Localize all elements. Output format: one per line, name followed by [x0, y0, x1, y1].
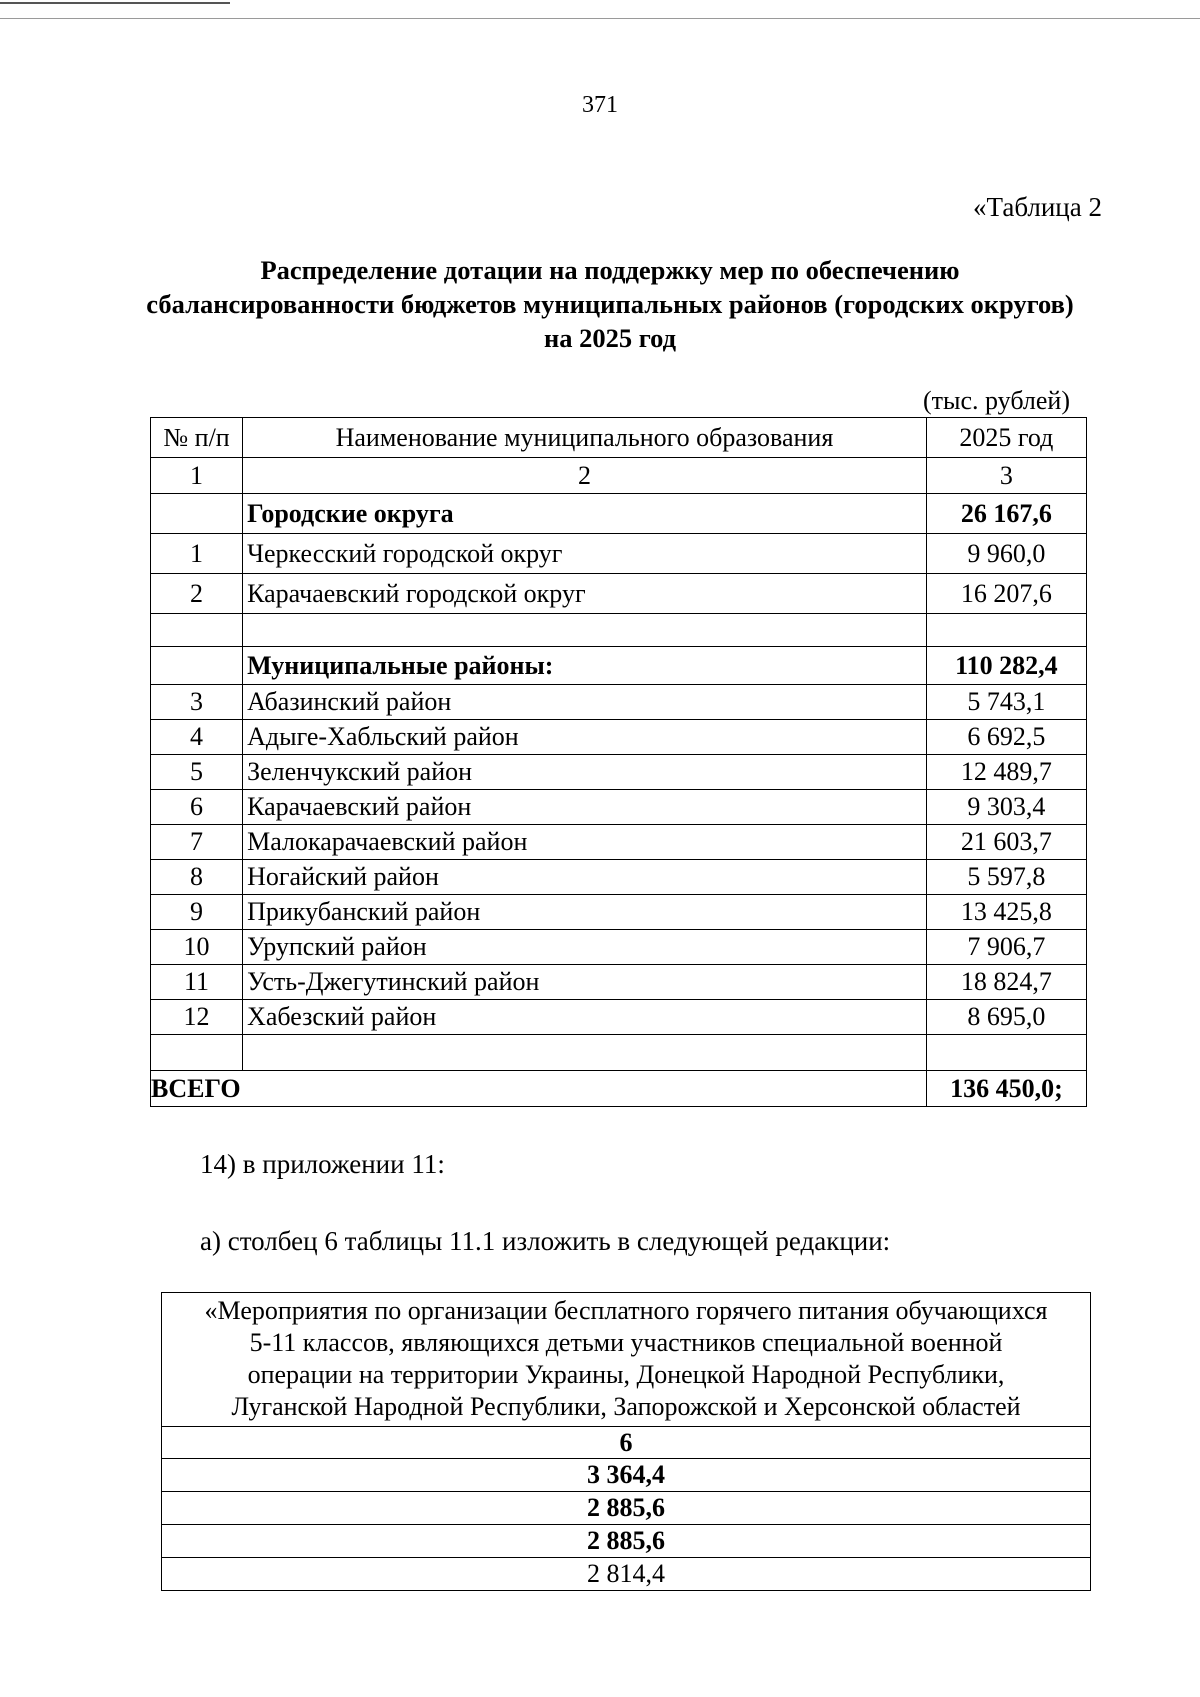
- column-numbers-row: [151, 458, 1087, 494]
- row-number: 6: [151, 790, 243, 825]
- column-number-row: [162, 1427, 1091, 1459]
- table-row: [151, 790, 1087, 825]
- group-value: 26 167,6: [926, 494, 1086, 534]
- row-value: 5 597,8: [926, 860, 1086, 895]
- column-number-cell: 3: [926, 458, 1086, 494]
- row-name: Карачаевский городской округ: [243, 574, 927, 614]
- group-name: Городские округа: [243, 494, 927, 534]
- header-cell-number: № п/п: [151, 418, 243, 458]
- header-cell-name: Наименование муниципального образования: [243, 418, 927, 458]
- row-number: 10: [151, 930, 243, 965]
- empty-cell: [926, 614, 1086, 647]
- row-name: Хабезский район: [243, 1000, 927, 1035]
- empty-cell: [926, 1035, 1086, 1071]
- header-row: [151, 418, 1087, 458]
- total-row: [151, 1071, 1087, 1107]
- page-number: 371: [582, 92, 618, 118]
- row-number: 12: [151, 1000, 243, 1035]
- measure-header-cell: [162, 1293, 1091, 1427]
- row-value: 6 692,5: [926, 720, 1086, 755]
- row-number: 3: [151, 685, 243, 720]
- row-name: Ногайский район: [243, 860, 927, 895]
- row-name: Прикубанский район: [243, 895, 927, 930]
- table-row: [151, 895, 1087, 930]
- group-value: 110 282,4: [926, 647, 1086, 685]
- row-name: Черкесский городской округ: [243, 534, 927, 574]
- table-row: [151, 755, 1087, 790]
- total-label: ВСЕГО: [151, 1071, 927, 1107]
- row-value: 12 489,7: [926, 755, 1086, 790]
- row-number: 11: [151, 965, 243, 1000]
- row-value: 16 207,6: [926, 574, 1086, 614]
- table-row: [151, 574, 1087, 614]
- value-cell: 3 364,4: [162, 1459, 1091, 1492]
- row-name: Абазинский район: [243, 685, 927, 720]
- scan-edge-mark: [0, 2, 230, 4]
- group-name: Муниципальные районы:: [243, 647, 927, 685]
- row-value: 21 603,7: [926, 825, 1086, 860]
- row-number: 8: [151, 860, 243, 895]
- row-number: 2: [151, 574, 243, 614]
- document-title: Распределение дотации на поддержку мер по обеспечению сбалансированности бюджетов муниципальных районов (городских округов) на 2025 год: [146, 255, 1074, 353]
- table-row: [151, 825, 1087, 860]
- table-row: [151, 1000, 1087, 1035]
- table-row: [151, 860, 1087, 895]
- table-row: [151, 965, 1087, 1000]
- row-number: 1: [151, 534, 243, 574]
- value-cell: 2 885,6: [162, 1525, 1091, 1558]
- group-row-urban-districts: [151, 494, 1087, 534]
- hot-meals-table: [161, 1292, 1091, 1591]
- empty-row: [151, 1035, 1087, 1071]
- subsidy-distribution-table: [150, 417, 1087, 1107]
- row-value: 8 695,0: [926, 1000, 1086, 1035]
- value-row: [162, 1459, 1091, 1492]
- header-line: «Мероприятия по организации бесплатного горячего питания обучающихся: [204, 1296, 1048, 1325]
- empty-cell: [151, 494, 243, 534]
- header-line: 5-11 классов, являющихся детьми участников специальной военной: [249, 1328, 1003, 1357]
- row-value: 9 303,4: [926, 790, 1086, 825]
- paragraph-column-6: а) столбец 6 таблицы 11.1 изложить в следующей редакции:: [200, 1226, 891, 1256]
- column-number-cell: 1: [151, 458, 243, 494]
- empty-cell: [151, 647, 243, 685]
- header-line: операции на территории Украины, Донецкой Народной Республики,: [247, 1360, 1005, 1389]
- row-value: 9 960,0: [926, 534, 1086, 574]
- table-row: [151, 685, 1087, 720]
- row-name: Зеленчукский район: [243, 755, 927, 790]
- value-row: [162, 1558, 1091, 1591]
- table-row: [151, 720, 1087, 755]
- header-cell-year: 2025 год: [926, 418, 1086, 458]
- table-label: «Таблица 2: [973, 192, 1102, 222]
- row-name: Малокарачаевский район: [243, 825, 927, 860]
- paragraph-appendix-11: 14) в приложении 11:: [200, 1149, 445, 1179]
- row-value: 5 743,1: [926, 685, 1086, 720]
- units-label: (тыс. рублей): [922, 386, 1070, 415]
- empty-row: [151, 614, 1087, 647]
- empty-cell: [151, 1035, 243, 1071]
- empty-cell: [243, 1035, 927, 1071]
- row-number: 7: [151, 825, 243, 860]
- row-number: 9: [151, 895, 243, 930]
- row-name: Адыге-Хабльский район: [243, 720, 927, 755]
- column-number-cell: 2: [243, 458, 927, 494]
- row-number: 5: [151, 755, 243, 790]
- row-name: Карачаевский район: [243, 790, 927, 825]
- row-value: 18 824,7: [926, 965, 1086, 1000]
- column-number-cell: 6: [162, 1427, 1091, 1459]
- row-name: Усть-Джегутинский район: [243, 965, 927, 1000]
- empty-cell: [243, 614, 927, 647]
- row-value: 7 906,7: [926, 930, 1086, 965]
- table-row: [151, 930, 1087, 965]
- header-row: [162, 1293, 1091, 1427]
- value-cell: 2 885,6: [162, 1492, 1091, 1525]
- row-name: Урупский район: [243, 930, 927, 965]
- total-value: 136 450,0;: [926, 1071, 1086, 1107]
- scan-top-line: [0, 18, 1200, 19]
- empty-cell: [151, 614, 243, 647]
- value-cell: 2 814,4: [162, 1558, 1091, 1591]
- value-row: [162, 1492, 1091, 1525]
- header-line: Луганской Народной Республики, Запорожской и Херсонской областей: [231, 1392, 1021, 1421]
- table-row: [151, 534, 1087, 574]
- value-row: [162, 1525, 1091, 1558]
- row-number: 4: [151, 720, 243, 755]
- group-row-municipal-districts: [151, 647, 1087, 685]
- row-value: 13 425,8: [926, 895, 1086, 930]
